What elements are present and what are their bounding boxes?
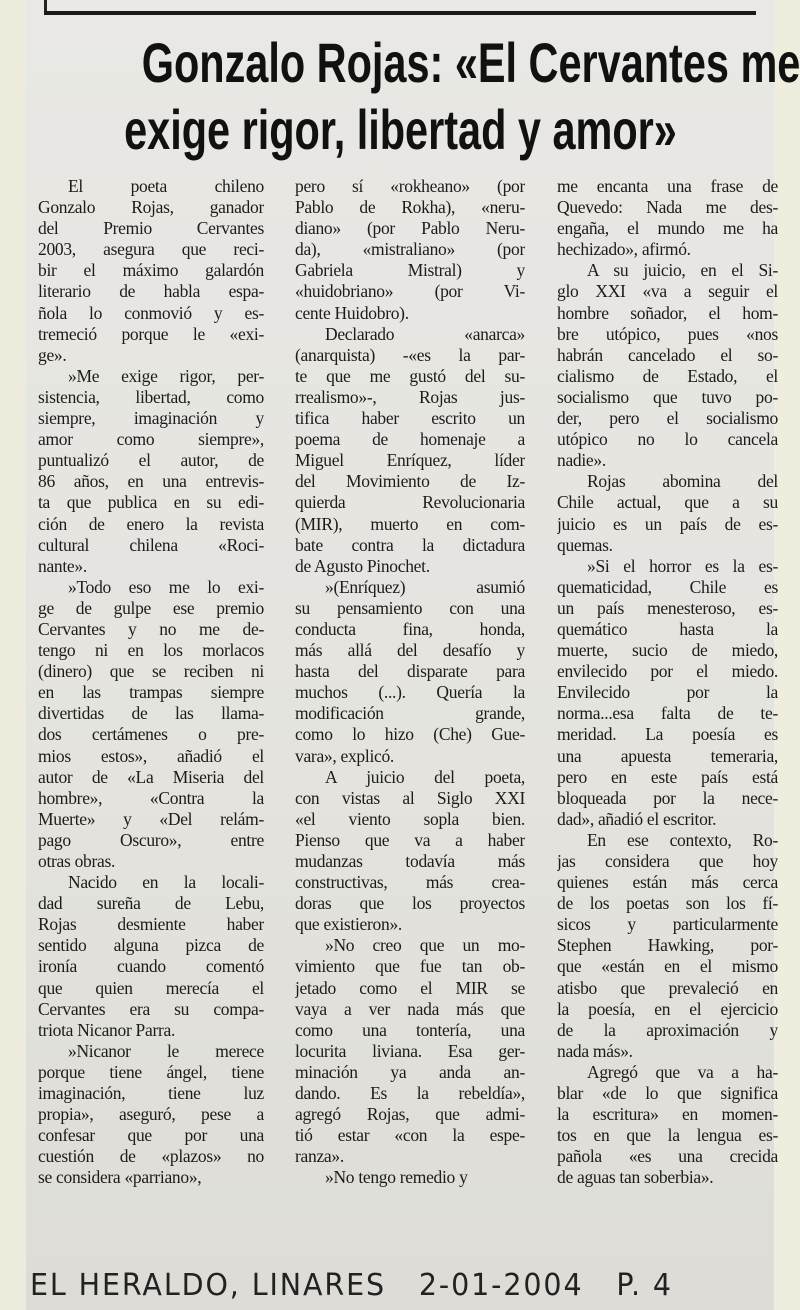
text-line: Miguel Enríquez, líder xyxy=(295,450,525,471)
text-line: der, pero el socialismo xyxy=(557,408,778,429)
text-line: »Nicanor le merece xyxy=(68,1040,264,1061)
article-paragraph xyxy=(557,471,778,555)
text-line: »No tengo remedio y xyxy=(325,1167,468,1188)
headline-text: Gonzalo Rojas: «El Cervantes me xyxy=(141,31,800,94)
handwritten-source-note: EL HERALDO, LINARES 2-01-2004 P. 4 xyxy=(30,1268,673,1303)
text-line: muerte, sucio de miedo, xyxy=(557,640,778,661)
text-line: nada más». xyxy=(557,1040,633,1061)
article-paragraph xyxy=(38,1041,264,1189)
text-line: pago Oscuro», entre xyxy=(38,829,264,850)
text-line: del Premio Cervantes xyxy=(38,218,264,239)
frame-border-top xyxy=(44,11,756,15)
text-line: En ese contexto, Ro- xyxy=(587,829,778,850)
text-line: engaña, el mundo me ha xyxy=(557,218,778,239)
text-line: de la aproximación y xyxy=(557,1019,778,1040)
text-line: Chile actual, que a su xyxy=(557,492,778,513)
text-line: dos certámenes o pre- xyxy=(38,724,264,745)
text-line: vara», explicó. xyxy=(295,745,394,766)
text-line: que existieron». xyxy=(295,914,402,935)
text-line: literario de habla espa- xyxy=(38,281,264,302)
text-line: atisbo que prevaleció en xyxy=(557,977,778,998)
article-paragraph xyxy=(295,767,525,936)
article-paragraph xyxy=(557,556,778,830)
text-line: blar «de lo que significa xyxy=(557,1083,778,1104)
text-line: ñola lo conmovió y es- xyxy=(38,302,264,323)
text-line: 2003, asegura que reci- xyxy=(38,239,264,260)
text-line: modificación grande, xyxy=(295,703,525,724)
text-line: amor como siempre», xyxy=(38,429,264,450)
text-line: vaya a ver nada más que xyxy=(295,998,525,1019)
text-line: vimiento que fue tan ob- xyxy=(295,956,525,977)
text-line: propia», aseguró, pese a xyxy=(38,1104,264,1125)
article-column-2 xyxy=(295,176,525,1189)
text-line: dad», añadió el escritor. xyxy=(557,808,717,829)
article-paragraph xyxy=(557,1062,778,1189)
text-line: hasta del disparate para xyxy=(295,661,525,682)
text-line: dad sureña de Lebu, xyxy=(38,893,264,914)
headline-line-1 xyxy=(26,31,800,94)
text-line: constructivas, más crea- xyxy=(295,872,525,893)
text-line: en las trampas siempre xyxy=(38,682,264,703)
article-column-1 xyxy=(38,176,264,1189)
text-line: del Movimiento de Iz- xyxy=(295,471,525,492)
text-line: jas considera que hoy xyxy=(557,851,778,871)
text-line: socialismo que tuvo po- xyxy=(557,386,778,407)
text-line: cente Huidobro). xyxy=(295,302,409,323)
text-line: tos en que la lengua es- xyxy=(557,1125,778,1146)
text-line: Stephen Hawking, por- xyxy=(557,935,778,956)
text-line: ta que publica en su edi- xyxy=(38,492,264,513)
text-line: sentido alguna pizca de xyxy=(38,935,264,956)
text-line: tengo ni en los morlacos xyxy=(38,640,264,661)
text-line: autor de «La Miseria del xyxy=(38,766,264,787)
text-line: tifica haber escrito un xyxy=(295,408,525,429)
text-line: doras que los proyectos xyxy=(295,893,525,914)
text-line: norma...esa falta de te- xyxy=(557,703,778,724)
text-line: mios estos», añadió el xyxy=(38,745,264,766)
text-line: nadie». xyxy=(557,450,606,471)
article-paragraph xyxy=(557,176,778,260)
text-line: envilecido por el miedo. xyxy=(557,661,778,682)
text-line: pero en este país está xyxy=(557,766,778,787)
text-line: »Me exige rigor, per- xyxy=(68,365,264,386)
text-line: triota Nicanor Parra. xyxy=(38,1019,176,1040)
text-line: tremeció porque le «exi- xyxy=(38,323,264,344)
text-line: cultural chilena «Roci- xyxy=(38,534,264,555)
text-line: hechizado», afirmó. xyxy=(557,239,691,260)
text-line: Pienso que va a haber xyxy=(295,829,525,850)
text-line: un país menesteroso, es- xyxy=(557,597,778,618)
text-line: dando. Es la rebeldía», xyxy=(295,1083,525,1104)
text-line: »(Enríquez) asumió xyxy=(325,576,525,597)
text-line: »Todo eso me lo exi- xyxy=(68,576,264,597)
text-line: poema de homenaje a xyxy=(295,429,525,450)
text-line: conducta fina, honda, xyxy=(295,618,525,639)
text-line: una apuesta temeraria, xyxy=(557,745,778,766)
text-line: bate contra la dictadura xyxy=(295,534,525,555)
text-line: rrealismo»-, Rojas jus- xyxy=(295,386,525,407)
text-line: de los poetas son los fí- xyxy=(557,893,778,914)
text-line: Gabriela Mistral) y xyxy=(295,260,525,281)
text-line: tió estar «con la espe- xyxy=(295,1125,525,1146)
text-line: sicos y particularmente xyxy=(557,914,778,935)
article-paragraph xyxy=(557,830,778,1062)
text-line: Rojas abomina del xyxy=(587,471,778,492)
text-line: cuestión de «plazos» no xyxy=(38,1146,264,1167)
text-line: imaginación, tiene luz xyxy=(38,1083,264,1104)
text-line: ironía cuando comentó xyxy=(38,956,264,977)
text-line: ge». xyxy=(38,344,67,365)
text-line: hombre», «Contra la xyxy=(38,787,264,808)
text-line: ge de gulpe ese premio xyxy=(38,597,264,618)
text-line: con vistas al Siglo XXI xyxy=(295,787,525,808)
text-line: pero sí «rokheano» (por xyxy=(295,176,525,196)
article-paragraph xyxy=(38,176,264,366)
text-line: Pablo de Rokha), «neru- xyxy=(295,197,525,218)
text-line: Declarado «anarca» xyxy=(325,323,525,344)
text-line: agregó Rojas, que admi- xyxy=(295,1104,525,1125)
text-line: siempre, imaginación y xyxy=(38,408,264,429)
text-line: te que me gustó del su- xyxy=(295,365,525,386)
text-line: ción de enero la revista xyxy=(38,513,264,534)
text-line: 86 años, en una entrevis- xyxy=(38,471,264,492)
text-line: puntualizó el autor, de xyxy=(38,450,264,471)
text-line: jetado como el MIR se xyxy=(295,977,525,998)
article-paragraph xyxy=(38,366,264,577)
article-paragraph xyxy=(295,577,525,767)
text-line: minación ya anda an- xyxy=(295,1061,525,1082)
text-line: de Agusto Pinochet. xyxy=(295,555,430,576)
text-line: «huidobriano» (por Vi- xyxy=(295,281,525,302)
text-line: Rojas desmiente haber xyxy=(38,914,264,935)
text-line: (MIR), muerto en com- xyxy=(295,513,525,534)
text-line: »No creo que un mo- xyxy=(325,935,525,956)
text-line: »Si el horror es la es- xyxy=(587,555,778,576)
text-line: sistencia, libertad, como xyxy=(38,386,264,407)
text-line: juicio es un país de es- xyxy=(557,513,778,534)
article-paragraph xyxy=(295,324,525,577)
text-line: porque tiene ángel, tiene xyxy=(38,1061,264,1082)
text-line: Gonzalo Rojas, ganador xyxy=(38,197,264,218)
text-line: meridad. La poesía es xyxy=(557,724,778,745)
text-line: (anarquista) -«es la par- xyxy=(295,344,525,365)
text-line: cialismo de Estado, el xyxy=(557,365,778,386)
text-line: divertidas de las llama- xyxy=(38,703,264,724)
text-line: hombre soñador, el hom- xyxy=(557,302,778,323)
text-line: me encanta una frase de xyxy=(557,176,778,196)
text-line: la poesía, en el ejercicio xyxy=(557,998,778,1019)
article-paragraph xyxy=(295,935,525,1167)
text-line: nante». xyxy=(38,555,87,576)
text-line: «el viento sopla bien. xyxy=(295,808,525,829)
text-line: otras obras. xyxy=(38,851,116,871)
text-line: El poeta chileno xyxy=(68,176,264,196)
text-line: Envilecido por la xyxy=(557,682,778,703)
text-line: quienes están más cerca xyxy=(557,872,778,893)
text-line: habrán cancelado el so- xyxy=(557,344,778,365)
text-line: como lo hizo (Che) Gue- xyxy=(295,724,525,745)
text-line: locurita liviana. Esa ger- xyxy=(295,1040,525,1061)
text-line: se considera «parriano», xyxy=(38,1167,202,1188)
text-line: utópico no lo cancela xyxy=(557,429,778,450)
text-line: que «están en el mismo xyxy=(557,956,778,977)
text-line: muchos (...). Quería la xyxy=(295,682,525,703)
text-line: da), «mistraliano» (por xyxy=(295,239,525,260)
text-line: mudanzas todavía más xyxy=(295,851,525,871)
text-line: bloqueada por la nece- xyxy=(557,787,778,808)
headline-text: exige rigor, libertad y amor» xyxy=(123,98,677,161)
text-line: ranza». xyxy=(295,1146,344,1167)
article-column-3 xyxy=(557,176,778,1189)
text-line: la escritura» en momen- xyxy=(557,1104,778,1125)
text-line: quemático hasta la xyxy=(557,618,778,639)
text-line: quierda Revolucionaria xyxy=(295,492,525,513)
text-line: A juicio del poeta, xyxy=(325,766,525,787)
text-line: su pensamiento con una xyxy=(295,597,525,618)
text-line: quematicidad, Chile es xyxy=(557,576,778,597)
text-line: bir el máximo galardón xyxy=(38,260,264,281)
text-line: (dinero) que se reciben ni xyxy=(38,661,264,682)
text-line: Nacido en la locali- xyxy=(68,872,264,893)
text-line: A su juicio, en el Si- xyxy=(587,260,778,281)
text-line: Agregó que va a ha- xyxy=(587,1061,778,1082)
article-paragraph xyxy=(295,1167,525,1188)
text-line: como una tontería, una xyxy=(295,1019,525,1040)
article-paragraph xyxy=(557,260,778,471)
text-line: que quien merecía el xyxy=(38,977,264,998)
article-paragraph xyxy=(38,872,264,1041)
text-line: Cervantes era su compa- xyxy=(38,998,264,1019)
text-line: Cervantes y no me de- xyxy=(38,618,264,639)
article-paragraph xyxy=(295,176,525,324)
text-line: confesar que por una xyxy=(38,1125,264,1146)
text-line: bre utópico, pues «nos xyxy=(557,323,778,344)
headline-line-2 xyxy=(26,100,774,160)
text-line: glo XXI «va a seguir el xyxy=(557,281,778,302)
text-line: diano» (por Pablo Neru- xyxy=(295,218,525,239)
text-line: más allá del desafío y xyxy=(295,640,525,661)
text-line: Quevedo: Nada me des- xyxy=(557,197,778,218)
text-line: pañola «es una crecida xyxy=(557,1146,778,1167)
text-line: Muerte» y «Del relám- xyxy=(38,808,264,829)
article-paragraph xyxy=(38,577,264,872)
text-line: quemas. xyxy=(557,534,613,555)
text-line: de aguas tan soberbia». xyxy=(557,1167,714,1188)
